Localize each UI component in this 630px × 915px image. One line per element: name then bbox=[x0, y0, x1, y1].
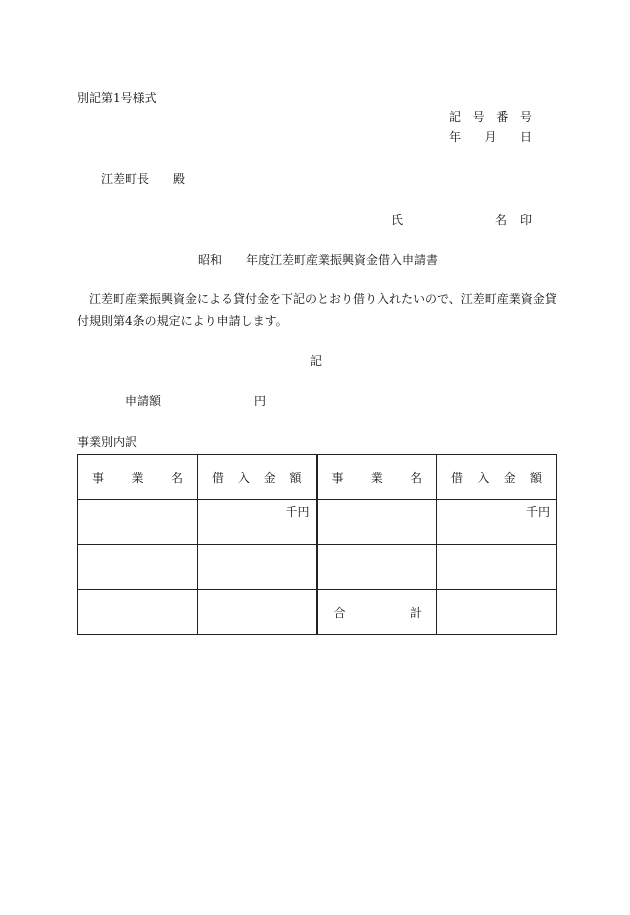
amount-unit: 円 bbox=[254, 394, 267, 408]
ki-heading: 記 bbox=[310, 354, 323, 368]
body-text: 江差町産業振興資金による貸付金を下記のとおり借り入れたいので、江差町産業資金貸付規則第4条の規定により申請します。 bbox=[77, 292, 557, 328]
title-era: 昭和 bbox=[198, 253, 223, 267]
ref-number-char: 記 bbox=[449, 110, 462, 124]
total-char: 合 bbox=[333, 606, 346, 620]
ref-number-char: 号 bbox=[519, 110, 532, 124]
total-label-cell bbox=[317, 590, 437, 635]
header-loan-amount: 借 入 金 額 bbox=[437, 455, 557, 500]
business-name-cell bbox=[78, 500, 198, 545]
business-name-cell bbox=[78, 545, 198, 590]
ref-number-char: 号 bbox=[472, 110, 485, 124]
date-day: 日 bbox=[519, 130, 532, 144]
form-id: 別記第1号様式 bbox=[77, 91, 157, 105]
seal-mark: 印 bbox=[520, 213, 533, 227]
table-row bbox=[78, 500, 557, 545]
date-month: 月 bbox=[484, 130, 497, 144]
header-business-name: 事 業 名 bbox=[317, 455, 437, 500]
applicant-name-label-start: 氏 bbox=[391, 213, 404, 227]
document-title bbox=[198, 251, 438, 268]
business-name-cell bbox=[317, 545, 437, 590]
business-name-cell bbox=[78, 590, 198, 635]
date-year: 年 bbox=[449, 130, 462, 144]
loan-amount-cell bbox=[437, 500, 557, 545]
addressee-name: 江差町長 bbox=[101, 172, 150, 186]
loan-amount-cell bbox=[437, 545, 557, 590]
table-header-row bbox=[78, 455, 557, 500]
addressee-honorific: 殿 bbox=[173, 172, 186, 186]
applicant-name-label-end: 名 bbox=[495, 213, 508, 227]
ref-number-char: 番 bbox=[496, 110, 509, 124]
business-name-cell bbox=[317, 500, 437, 545]
header-loan-amount: 借 入 金 額 bbox=[198, 455, 317, 500]
loan-amount-cell bbox=[198, 545, 317, 590]
loan-amount-cell bbox=[198, 590, 317, 635]
amount-label: 申請額 bbox=[125, 394, 162, 408]
table-row bbox=[78, 545, 557, 590]
date-line bbox=[449, 128, 532, 145]
title-text: 年度江差町産業振興資金借入申請書 bbox=[246, 253, 439, 267]
unit-label: 千円 bbox=[525, 505, 550, 519]
ref-number bbox=[449, 108, 532, 125]
loan-amount-cell bbox=[198, 500, 317, 545]
table-row bbox=[78, 590, 557, 635]
header-business-name: 事 業 名 bbox=[78, 455, 198, 500]
addressee bbox=[101, 170, 185, 187]
unit-label: 千円 bbox=[285, 505, 310, 519]
total-amount-cell bbox=[437, 590, 557, 635]
total-char: 計 bbox=[409, 606, 422, 620]
breakdown-table bbox=[77, 454, 557, 635]
breakdown-label: 事業別内訳 bbox=[77, 435, 138, 449]
